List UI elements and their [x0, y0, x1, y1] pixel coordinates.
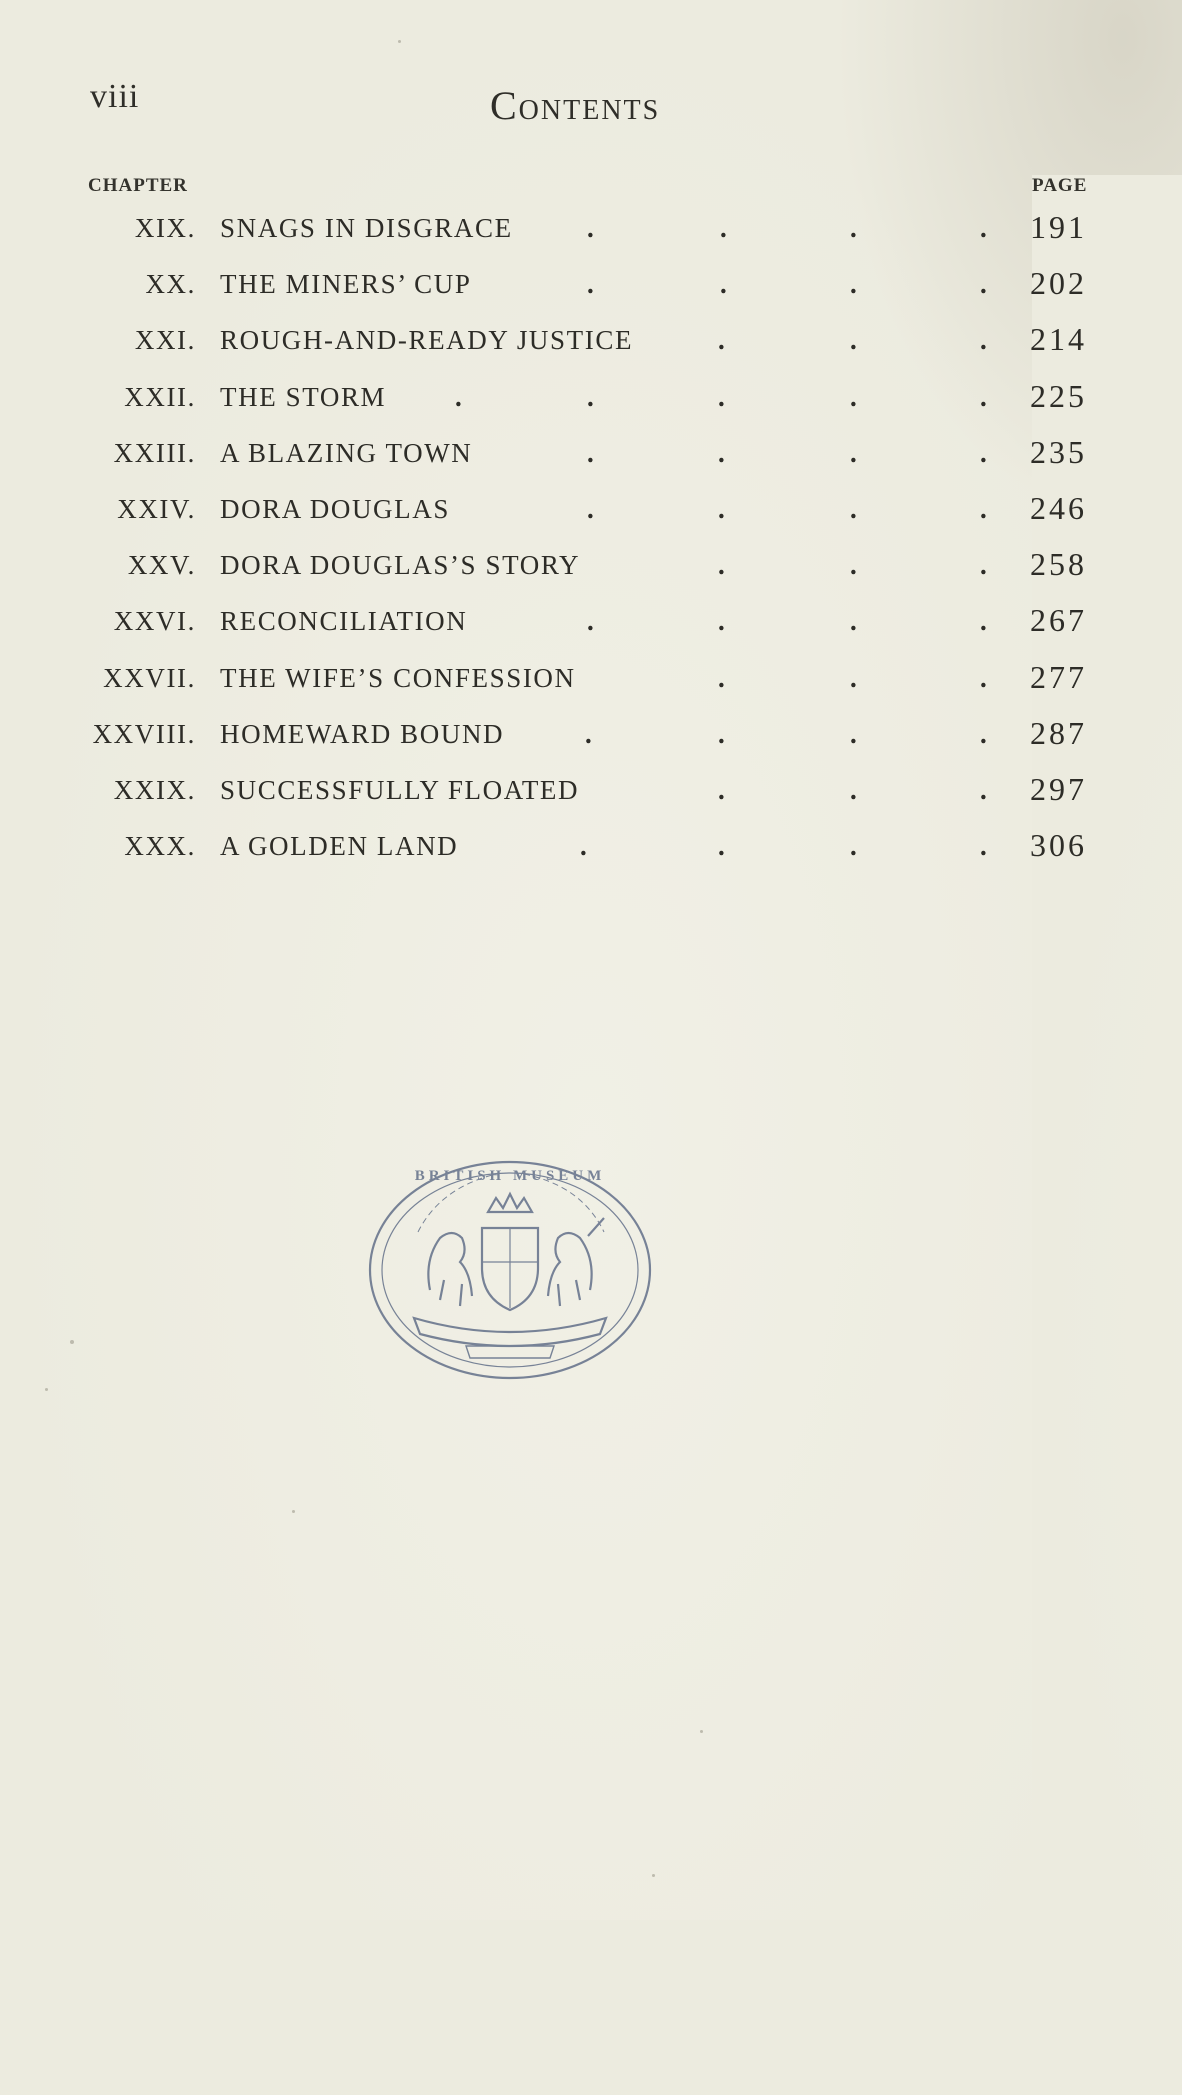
page-number: 202: [1030, 265, 1087, 302]
leader-dot: .: [587, 269, 596, 300]
chapter-numeral: XXI.: [134, 325, 196, 356]
chapter-title: SUCCESSFULLY FLOATED: [220, 774, 580, 805]
chapter-numeral: XXIV.: [117, 493, 196, 524]
toc-entry: [0, 542, 1182, 598]
library-stamp-icon: [360, 1150, 660, 1390]
leader-dot: .: [850, 831, 859, 862]
chapter-title: SNAGS IN DISGRACE: [220, 213, 513, 243]
leader-dot: .: [587, 381, 596, 412]
toc-entry: [0, 486, 1182, 542]
toc-entry: [0, 655, 1182, 711]
leader-dot: .: [980, 831, 989, 862]
page-number: 297: [1030, 770, 1087, 807]
leader-dot: .: [587, 437, 596, 468]
leader-dot: .: [580, 831, 589, 862]
page-number: 267: [1030, 602, 1087, 639]
paper-speck: [70, 1340, 74, 1344]
leader-dot: .: [980, 213, 989, 243]
chapter-title: HOMEWARD BOUND: [220, 718, 505, 749]
chapter-title: DORA DOUGLAS: [220, 493, 450, 524]
leader-dot: .: [980, 437, 989, 468]
page-number: 306: [1030, 827, 1087, 864]
chapter-title: THE MINERS’ CUP: [220, 269, 472, 300]
paper-speck: [700, 1730, 703, 1733]
leader-dot: .: [850, 325, 859, 356]
paper-speck: [398, 40, 401, 43]
leader-dot: .: [718, 325, 727, 356]
leader-dot: .: [850, 774, 859, 805]
chapter-numeral: XXVI.: [113, 606, 196, 637]
leader-dot: .: [718, 606, 727, 637]
toc-entry: [0, 711, 1182, 767]
paper-speck: [45, 1388, 48, 1391]
toc-entry: [0, 374, 1182, 430]
leader-dot: .: [718, 774, 727, 805]
toc-entry: [0, 317, 1182, 373]
leader-dot: .: [455, 381, 464, 412]
leader-dot: .: [980, 774, 989, 805]
page-folio: viii: [90, 78, 140, 115]
leader-dot: .: [980, 662, 989, 693]
chapter-numeral: XIX.: [134, 213, 196, 243]
toc-entry: [0, 598, 1182, 654]
chapter-numeral: XXII.: [124, 381, 196, 412]
page-number: 246: [1030, 489, 1087, 526]
leader-dot: .: [718, 662, 727, 693]
page-number: 191: [1030, 209, 1087, 245]
toc-entry: [0, 205, 1182, 261]
leader-dot: .: [850, 662, 859, 693]
leader-dot: .: [850, 550, 859, 581]
leader-dot: .: [587, 213, 596, 243]
leader-dot: .: [980, 325, 989, 356]
chapter-title: DORA DOUGLAS’S STORY: [220, 550, 581, 581]
chapter-numeral: XXVII.: [103, 662, 196, 693]
leader-dot: .: [720, 269, 729, 300]
page-number: 277: [1030, 658, 1087, 695]
toc-entry: [0, 430, 1182, 486]
chapter-numeral: XXIX.: [113, 774, 196, 805]
chapter-title: ROUGH-AND-READY JUSTICE: [220, 325, 634, 356]
page-number: 235: [1030, 433, 1087, 470]
page-number: 258: [1030, 546, 1087, 583]
chapter-numeral: XXV.: [127, 550, 196, 581]
leader-dot: .: [980, 493, 989, 524]
chapter-numeral: XXIII.: [113, 437, 196, 468]
toc-entry: [0, 261, 1182, 317]
leader-dot: .: [980, 606, 989, 637]
leader-dot: .: [587, 493, 596, 524]
leader-dot: .: [587, 606, 596, 637]
toc-entry: [0, 823, 1182, 879]
page-column-label: PAGE: [1032, 175, 1182, 2095]
chapter-title: THE WIFE’S CONFESSION: [220, 662, 576, 693]
chapter-numeral: XX.: [145, 269, 196, 300]
leader-dot: .: [718, 437, 727, 468]
stamp-inscription: BRITISH MUSEUM: [414, 1168, 606, 1184]
leader-dot: .: [718, 831, 727, 862]
toc-entry: [0, 767, 1182, 823]
leader-dot: .: [980, 381, 989, 412]
running-title: Contents: [490, 83, 661, 128]
leader-dot: .: [850, 718, 859, 749]
chapter-title: A GOLDEN LAND: [220, 831, 459, 862]
leader-dot: .: [980, 550, 989, 581]
leader-dot: .: [718, 381, 727, 412]
chapter-title: THE STORM: [220, 381, 387, 412]
chapter-column-label: CHAPTER: [88, 175, 188, 196]
chapter-numeral: XXVIII.: [92, 718, 196, 749]
chapter-title: A BLAZING TOWN: [220, 437, 473, 468]
page-number: 225: [1030, 377, 1087, 414]
leader-dot: .: [980, 269, 989, 300]
page-number: 214: [1030, 321, 1087, 358]
leader-dot: .: [850, 606, 859, 637]
leader-dot: .: [585, 718, 594, 749]
leader-dot: .: [718, 550, 727, 581]
paper-speck: [652, 1874, 655, 1877]
leader-dot: .: [718, 493, 727, 524]
leader-dot: .: [850, 213, 859, 243]
paper-speck: [292, 1510, 295, 1513]
leader-dot: .: [850, 437, 859, 468]
table-of-contents: [0, 205, 1182, 879]
chapter-title: RECONCILIATION: [220, 606, 468, 637]
leader-dot: .: [718, 718, 727, 749]
leader-dot: .: [850, 381, 859, 412]
leader-dot: .: [980, 718, 989, 749]
page-number: 287: [1030, 714, 1087, 751]
leader-dot: .: [850, 493, 859, 524]
chapter-numeral: XXX.: [124, 831, 196, 862]
leader-dot: .: [850, 269, 859, 300]
leader-dot: .: [720, 213, 729, 243]
